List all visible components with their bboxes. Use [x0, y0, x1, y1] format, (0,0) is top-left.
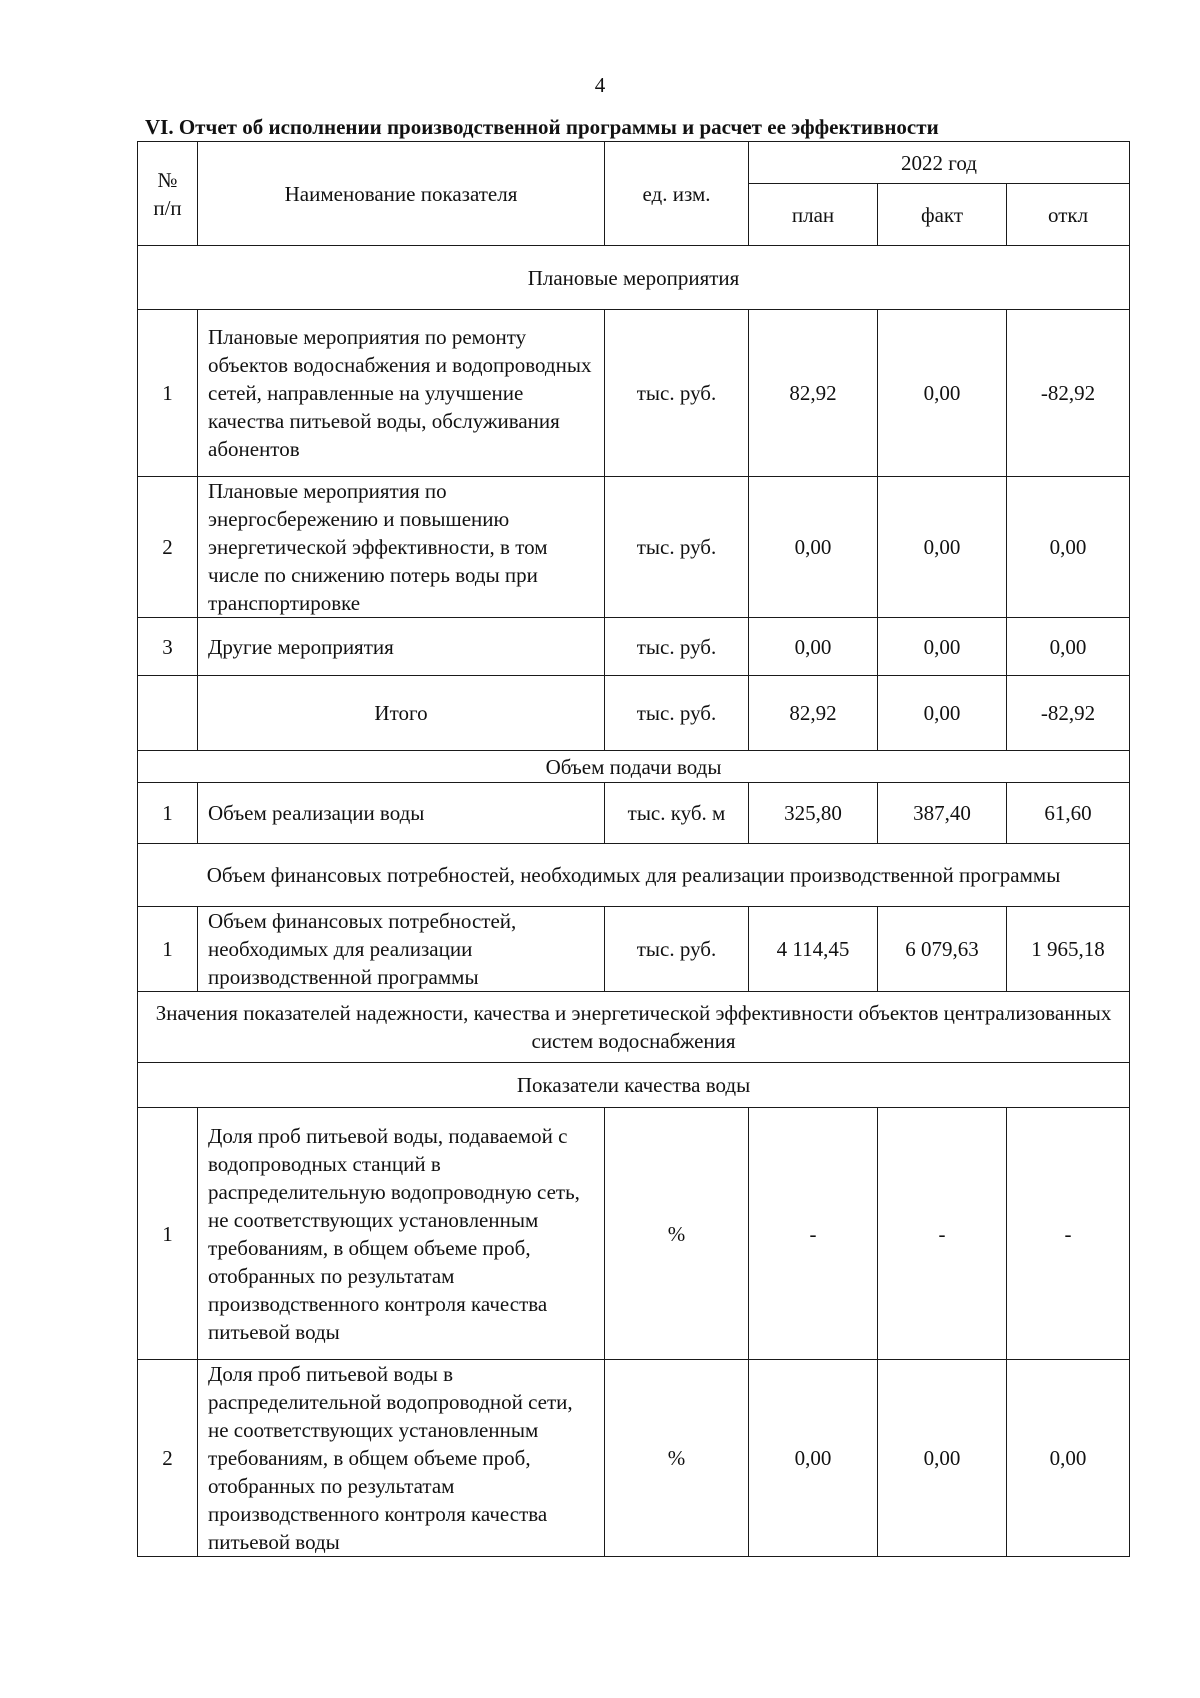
table-row	[138, 1360, 1130, 1557]
row-fact: 0,00	[878, 310, 1007, 477]
section-row-volume	[138, 751, 1130, 783]
total-row	[138, 676, 1130, 751]
table-row	[138, 477, 1130, 618]
row-num: 1	[138, 1108, 198, 1360]
table-row	[138, 1108, 1130, 1360]
header-row-top	[138, 142, 1130, 184]
total-plan: 82,92	[749, 676, 878, 751]
row-plan: 0,00	[749, 618, 878, 676]
row-dev: 1 965,18	[1007, 907, 1130, 992]
total-dev: -82,92	[1007, 676, 1130, 751]
row-unit: тыс. куб. м	[605, 783, 749, 844]
row-name: Объем реализации воды	[198, 783, 605, 844]
row-fact: 0,00	[878, 1360, 1007, 1557]
header-name: Наименование показателя	[198, 142, 605, 246]
row-dev: -	[1007, 1108, 1130, 1360]
section-title-planned: Плановые мероприятия	[138, 246, 1130, 310]
row-num: 2	[138, 1360, 198, 1557]
row-name: Другие мероприятия	[198, 618, 605, 676]
row-unit: тыс. руб.	[605, 310, 749, 477]
row-name: Объем финансовых потребностей, необходимых для реализации производственной программы	[198, 907, 605, 992]
section-row-reliability	[138, 992, 1130, 1063]
table-row	[138, 783, 1130, 844]
row-unit: тыс. руб.	[605, 618, 749, 676]
row-dev: 0,00	[1007, 618, 1130, 676]
section-row-finance	[138, 844, 1130, 907]
row-fact: 0,00	[878, 618, 1007, 676]
section-row-quality	[138, 1063, 1130, 1108]
row-dev: 0,00	[1007, 1360, 1130, 1557]
section-title-finance: Объем финансовых потребностей, необходимых для реализации производственной программы	[138, 844, 1130, 907]
row-plan: 0,00	[749, 1360, 878, 1557]
row-unit: %	[605, 1360, 749, 1557]
header-year: 2022 год	[749, 142, 1130, 184]
header-unit: ед. изм.	[605, 142, 749, 246]
row-fact: 0,00	[878, 477, 1007, 618]
report-table	[137, 141, 1130, 1557]
row-plan: -	[749, 1108, 878, 1360]
header-num: № п/п	[138, 142, 198, 246]
row-name: Доля проб питьевой воды в распределительной водопроводной сети, не соответствующих установленным требованиям, в общем объеме проб, отобранных по результатам производственного контроля качества питьевой воды	[198, 1360, 605, 1557]
row-plan: 0,00	[749, 477, 878, 618]
total-unit: тыс. руб.	[605, 676, 749, 751]
row-fact: 6 079,63	[878, 907, 1007, 992]
row-num: 3	[138, 618, 198, 676]
row-unit: %	[605, 1108, 749, 1360]
row-unit: тыс. руб.	[605, 907, 749, 992]
header-plan: план	[749, 184, 878, 246]
page-number: 4	[594, 73, 606, 97]
section-title-quality: Показатели качества воды	[138, 1063, 1130, 1108]
row-fact: -	[878, 1108, 1007, 1360]
table-row	[138, 907, 1130, 992]
total-num	[138, 676, 198, 751]
row-dev: 0,00	[1007, 477, 1130, 618]
total-label: Итого	[198, 676, 605, 751]
table-row	[138, 310, 1130, 477]
section-title: VI. Отчет об исполнении производственной программы и расчет ее эффективности	[145, 115, 939, 139]
row-num: 2	[138, 477, 198, 618]
row-name: Доля проб питьевой воды, подаваемой с водопроводных станций в распределительную водопроводную сеть, не соответствующих установленным требованиям, в общем объеме проб, отобранных по результатам производственного контроля качества питьевой воды	[198, 1108, 605, 1360]
section-title-volume: Объем подачи воды	[138, 751, 1130, 783]
row-plan: 82,92	[749, 310, 878, 477]
section-title-reliability: Значения показателей надежности, качества и энергетической эффективности объектов централизованных систем водоснабжения	[138, 992, 1130, 1063]
row-name: Плановые мероприятия по ремонту объектов водоснабжения и водопроводных сетей, направленные на улучшение качества питьевой воды, обслуживания абонентов	[198, 310, 605, 477]
header-dev: откл	[1007, 184, 1130, 246]
row-dev: 61,60	[1007, 783, 1130, 844]
row-dev: -82,92	[1007, 310, 1130, 477]
row-num: 1	[138, 783, 198, 844]
row-name: Плановые мероприятия по энергосбережению и повышению энергетической эффективности, в том числе по снижению потерь воды при транспортировке	[198, 477, 605, 618]
row-plan: 4 114,45	[749, 907, 878, 992]
row-plan: 325,80	[749, 783, 878, 844]
row-fact: 387,40	[878, 783, 1007, 844]
table-row	[138, 618, 1130, 676]
total-fact: 0,00	[878, 676, 1007, 751]
row-unit: тыс. руб.	[605, 477, 749, 618]
section-row-planned	[138, 246, 1130, 310]
row-num: 1	[138, 907, 198, 992]
header-fact: факт	[878, 184, 1007, 246]
row-num: 1	[138, 310, 198, 477]
